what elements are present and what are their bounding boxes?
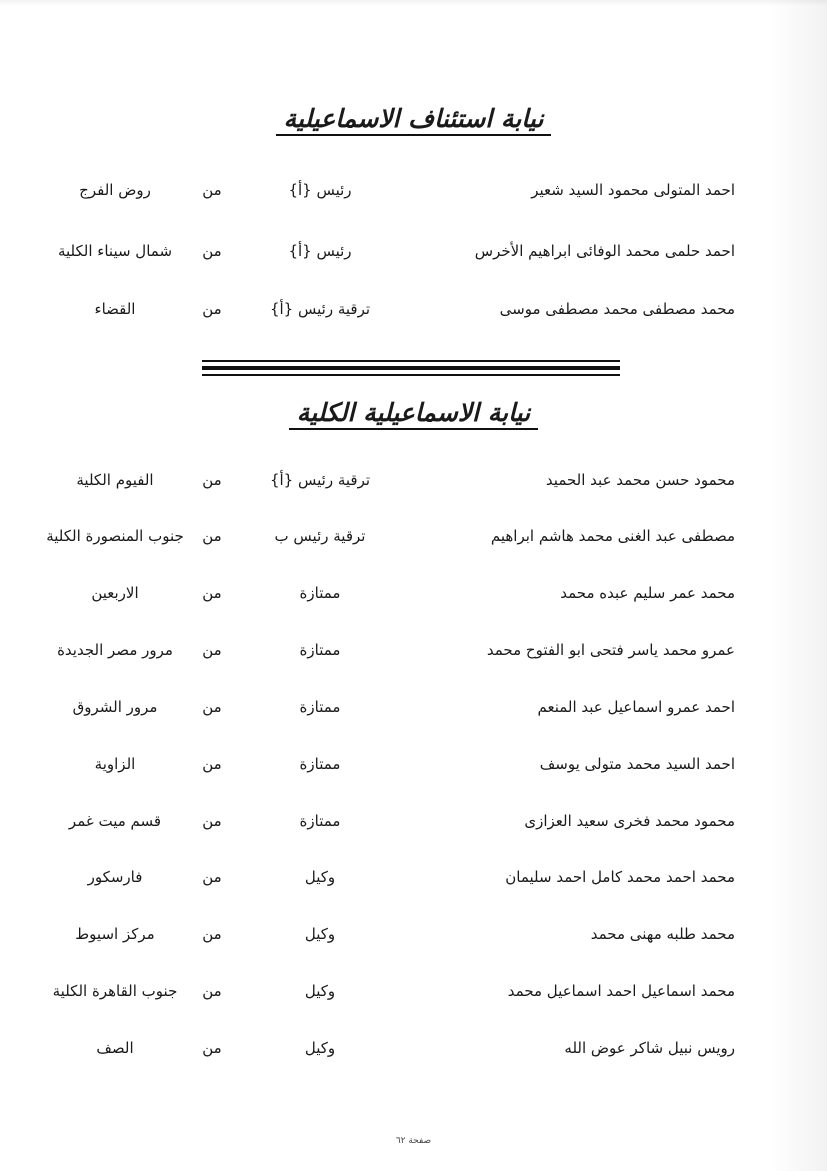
- grade: وكيل: [304, 982, 336, 1000]
- employee-name: محمود حسن محمد عبد الحميد: [545, 471, 735, 489]
- grade: ممتازة: [299, 698, 341, 716]
- previous-post: قسم ميت غمر: [68, 812, 162, 830]
- from-label: من: [202, 925, 222, 943]
- table-row: [0, 1033, 827, 1063]
- previous-post: روض الفرج: [79, 181, 151, 199]
- from-label: من: [202, 300, 222, 318]
- table-row: [0, 749, 827, 779]
- table-row: [0, 692, 827, 722]
- section-title: [0, 398, 827, 430]
- employee-name: محمد احمد محمد كامل احمد سليمان: [505, 868, 735, 886]
- grade: وكيل: [304, 868, 336, 886]
- section-title: [0, 104, 827, 136]
- table-row: [0, 465, 827, 495]
- employee-name: احمد حلمى محمد الوفائى ابراهيم الأخرس: [474, 242, 735, 260]
- previous-post: الصف: [96, 1039, 134, 1057]
- grade: ممتازة: [299, 755, 341, 773]
- previous-post: الفيوم الكلية: [76, 471, 154, 489]
- previous-post: الاربعين: [91, 584, 139, 602]
- grade: وكيل: [304, 1039, 336, 1057]
- grade: وكيل: [304, 925, 336, 943]
- employee-name: محمد اسماعيل احمد اسماعيل محمد: [507, 982, 735, 1000]
- grade: ممتازة: [299, 812, 341, 830]
- grade: ترقية رئيس {أ}: [269, 300, 371, 318]
- employee-name: احمد السيد محمد متولى يوسف: [539, 755, 735, 773]
- page-number: صفحة ٦٢: [395, 1136, 432, 1146]
- grade: ترقية رئيس ب: [274, 527, 366, 545]
- grade: رئيس {أ}: [288, 181, 352, 199]
- table-row: [0, 635, 827, 665]
- table-row: [0, 976, 827, 1006]
- from-label: من: [202, 755, 222, 773]
- employee-name: محمد مصطفى محمد مصطفى موسى: [499, 300, 735, 318]
- from-label: من: [202, 527, 222, 545]
- from-label: من: [202, 584, 222, 602]
- employee-name: محمود محمد فخرى سعيد العزازى: [524, 812, 735, 830]
- employee-name: احمد عمرو اسماعيل عبد المنعم: [537, 698, 735, 716]
- grade: ممتازة: [299, 641, 341, 659]
- grade: ترقية رئيس {أ}: [269, 471, 371, 489]
- table-row: [0, 521, 827, 551]
- previous-post: مرور الشروق: [72, 698, 158, 716]
- from-label: من: [202, 471, 222, 489]
- previous-post: فارسكور: [87, 868, 143, 886]
- previous-post: جنوب المنصورة الكلية: [46, 527, 184, 545]
- grade: رئيس {أ}: [288, 242, 352, 260]
- previous-post: مرور مصر الجديدة: [57, 641, 173, 659]
- from-label: من: [202, 181, 222, 199]
- table-row: [0, 294, 827, 324]
- previous-post: جنوب القاهرة الكلية: [52, 982, 178, 1000]
- table-row: [0, 806, 827, 836]
- from-label: من: [202, 868, 222, 886]
- table-row: [0, 578, 827, 608]
- previous-post: الزاوية: [94, 755, 136, 773]
- table-row: [0, 175, 827, 205]
- table-row: [0, 862, 827, 892]
- from-label: من: [202, 812, 222, 830]
- from-label: من: [202, 1039, 222, 1057]
- table-row: [0, 919, 827, 949]
- section-title-text: نيابة الاسماعيلية الكلية: [289, 398, 538, 430]
- previous-post: القضاء: [94, 300, 136, 318]
- from-label: من: [202, 982, 222, 1000]
- employee-name: عمرو محمد ياسر فتحى ابو الفتوح محمد: [486, 641, 735, 659]
- grade: ممتازة: [299, 584, 341, 602]
- employee-name: محمد عمر سليم عبده محمد: [560, 584, 735, 602]
- employee-name: رويس نبيل شاكر عوض الله: [564, 1039, 735, 1057]
- employee-name: مصطفى عبد الغنى محمد هاشم ابراهيم: [490, 527, 735, 545]
- from-label: من: [202, 641, 222, 659]
- previous-post: شمال سيناء الكلية: [57, 242, 173, 260]
- table-row: [0, 236, 827, 266]
- scan-top-shadow: [0, 0, 827, 6]
- from-label: من: [202, 698, 222, 716]
- employee-name: احمد المتولى محمود السيد شعير: [531, 181, 735, 199]
- previous-post: مركز اسيوط: [75, 925, 155, 943]
- section-divider: [202, 360, 620, 380]
- from-label: من: [202, 242, 222, 260]
- section-title-text: نيابة استئناف الاسماعيلية: [276, 104, 552, 136]
- employee-name: محمد طلبه مهنى محمد: [590, 925, 735, 943]
